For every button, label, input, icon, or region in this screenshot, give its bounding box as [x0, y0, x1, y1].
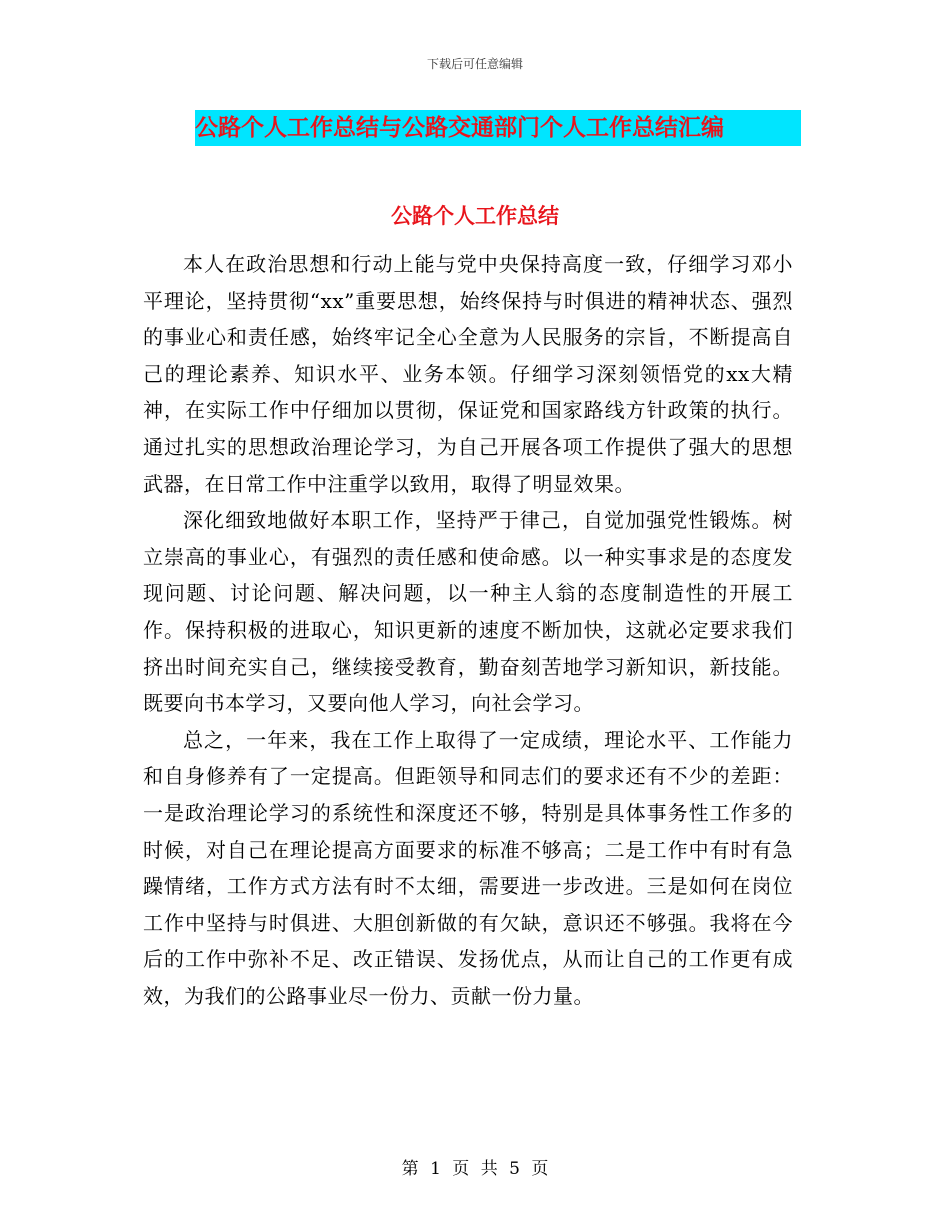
- document-title: 公路个人工作总结与公路交通部门个人工作总结汇编: [195, 110, 801, 146]
- paragraph-2: 深化细致地做好本职工作，坚持严于律己，自觉加强党性锻炼。树立崇高的事业心，有强烈的责任感和使命感。以一种实事求是的态度发现问题、讨论问题、解决问题，以一种主人翁的态度制造性的开展工作。保持积极的进取心，知识更新的速度不断加快，这就必定要求我们挤出时间充实自己，继续接受教育，勤奋刻苦地学习新知识，新技能。既要向书本学习，又要向他人学习，向社会学习。: [143, 508, 793, 716]
- section-title: 公路个人工作总结: [391, 204, 559, 228]
- document-body: [143, 246, 793, 1014]
- paragraph-1: 本人在政治思想和行动上能与党中央保持高度一致，仔细学习邓小平理论，坚持贯彻“xx”重要思想，始终保持与时俱进的精神状态、强烈的事业心和责任感，始终牢记全心全意为人民服务的宗旨，不断提高自己的理论素养、知识水平、业务本领。仔细学习深刻领悟党的xx大精神，在实际工作中仔细加以贯彻，保证党和国家路线方针政策的执行。通过扎实的思想政治理论学习，为自己开展各项工作提供了强大的思想武器，在日常工作中注重学以致用，取得了明显效果。: [143, 252, 793, 496]
- page-number-footer: 第 1 页 共 5 页: [401, 1159, 549, 1179]
- header-note: 下载后可任意编辑: [426, 57, 523, 71]
- paragraph-3: 总之，一年来，我在工作上取得了一定成绩，理论水平、工作能力和自身修养有了一定提高。但距领导和同志们的要求还有不少的差距：一是政治理论学习的系统性和深度还不够，特别是具体事务性工作多的时候，对自己在理论提高方面要求的标准不够高；二是工作中有时有急躁情绪，工作方式方法有时不太细，需要进一步改进。三是如何在岗位工作中坚持与时俱进、大胆创新做的有欠缺，意识还不够强。我将在今后的工作中弥补不足、改正错误、发扬优点，从而让自己的工作更有成效，为我们的公路事业尽一份力、贡献一份力量。: [143, 727, 793, 1008]
